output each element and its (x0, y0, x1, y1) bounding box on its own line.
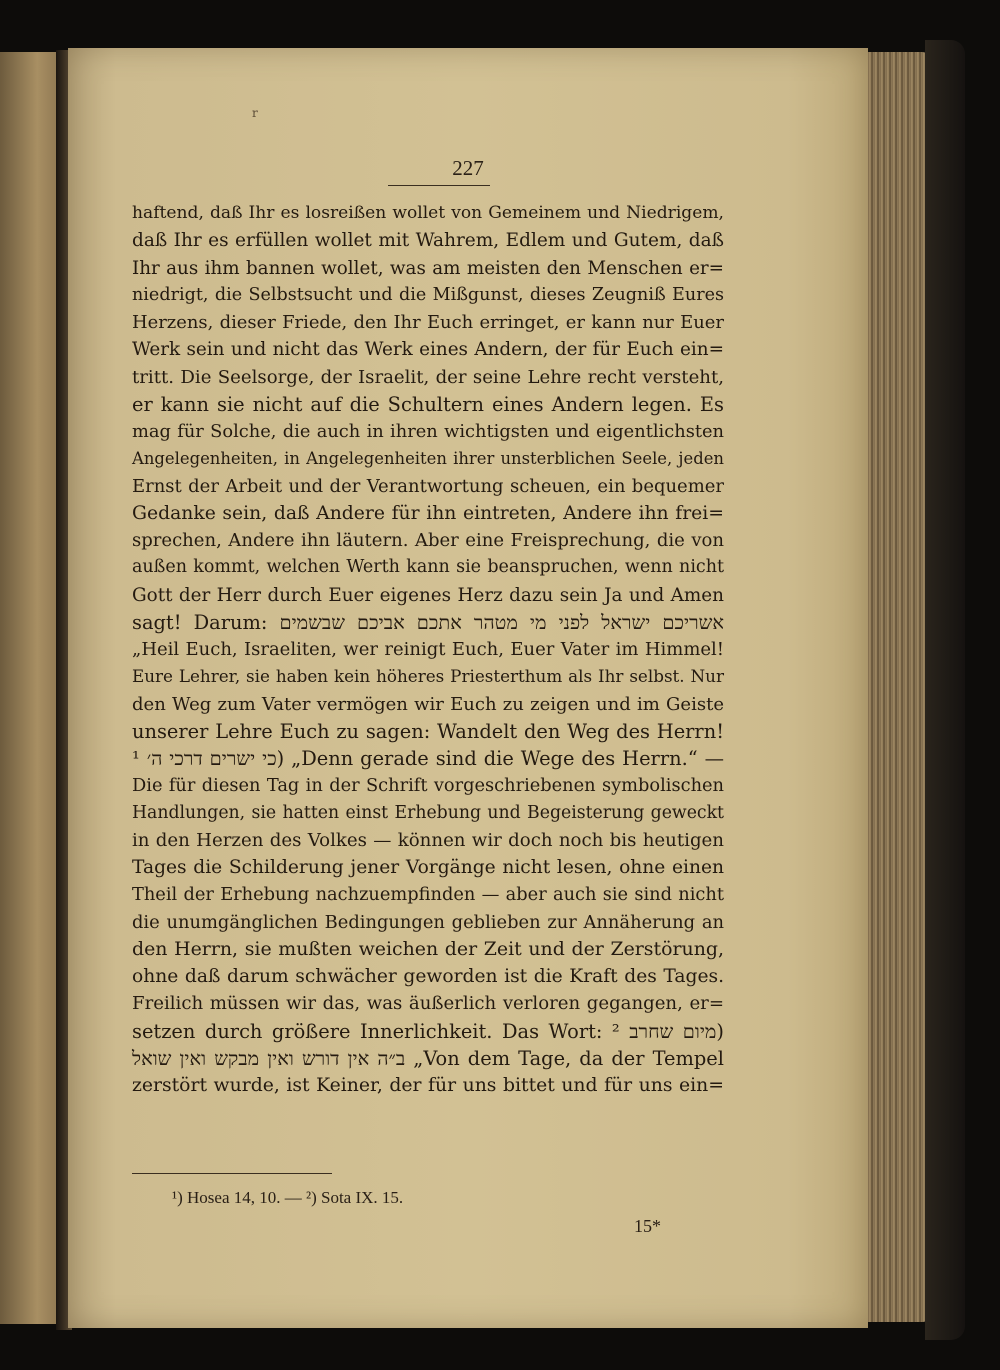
text-line: ohne daß darum schwächer geworden ist die Kraft des Tages. (132, 966, 724, 987)
text-line: Herzens, dieser Friede, den Ihr Euch erringet, er kann nur Euer (132, 312, 724, 333)
body-text (132, 200, 724, 1099)
text-line: Werk sein und nicht das Werk eines Andern, der für Euch ein= (132, 339, 724, 361)
text-line: den Herrn, sie mußten weichen der Zeit und der Zerstörung, (132, 937, 724, 960)
text-line: Angelegenheiten, in Angelegenheiten ihrer unsterblichen Seele, jeden (132, 449, 724, 469)
footnote: ¹) Hosea 14, 10. — ²) Sota IX. 15. (172, 1188, 404, 1207)
page-number: 227 (452, 156, 484, 180)
text-line: die unumgänglichen Bedingungen geblieben zur Annäherung an (132, 911, 724, 933)
pencil-mark: r (252, 106, 258, 120)
text-line: „Heil Euch, Israeliten, wer reinigt Euch, Euer Vater im Himmel! (132, 639, 724, 660)
text-line: haftend, daß Ihr es losreißen wollet von Gemeinem und Niedrigem, (132, 203, 724, 223)
text-line: daß Ihr es erfüllen wollet mit Wahrem, Edlem und Gutem, daß (132, 230, 724, 252)
footnote-rule (132, 1173, 332, 1174)
text-line: Freilich müssen wir das, was äußerlich verloren gegangen, er= (132, 993, 724, 1015)
book-page (68, 48, 868, 1328)
text-line: Gott der Herr durch Euer eigenes Herz dazu sein Ja und Amen (132, 584, 724, 606)
text-line: sagt! Darum: אשריכם ישראל לפני מי מטהר אתכם אביכם שבשמים (132, 610, 724, 634)
text-line: mag für Solche, die auch in ihren wichtigsten und eigentlichsten (132, 421, 724, 442)
text-line: sprechen, Andere ihn läutern. Aber eine Freisprechung, die von (132, 530, 724, 551)
text-line: setzen durch größere Innerlichkeit. Das Wort: מיום שחרב ²) (132, 1019, 724, 1043)
page-stack-edge (862, 52, 932, 1322)
book-cover (925, 40, 965, 1340)
text-line: Eure Lehrer, sie haben kein höheres Priesterthum als Ihr selbst. Nur (132, 666, 724, 687)
text-line: Tages die Schilderung jener Vorgänge nicht lesen, ohne einen (132, 857, 724, 878)
signature-mark: 15* (634, 1216, 661, 1236)
text-line: den Weg zum Vater vermögen wir Euch zu zeigen und im Geiste (132, 693, 724, 715)
text-line: tritt. Die Seelsorge, der Israelit, der seine Lehre recht versteht, (132, 366, 724, 388)
text-line: Handlungen, sie hatten einst Erhebung und Begeisterung geweckt (132, 802, 724, 823)
text-line: Die für diesen Tag in der Schrift vorgeschriebenen symbolischen (132, 775, 724, 797)
left-page-edge (0, 52, 62, 1324)
text-line: Theil der Erhebung nachzuempfinden — aber auch sie sind nicht (132, 884, 724, 906)
text-line: unserer Lehre Euch zu sagen: Wandelt den Weg des Herrn! (132, 719, 724, 743)
text-line: niedrigt, die Selbstsucht und die Mißgunst, dieses Zeugniß Eures (132, 284, 724, 305)
text-line: Gedanke sein, daß Andere für ihn eintreten, Andere ihn frei= (132, 502, 724, 524)
text-line: in den Herzen des Volkes — können wir doch noch bis heutigen (132, 829, 724, 851)
text-line: Ihr aus ihm bannen wollet, was am meisten den Menschen er= (132, 257, 724, 279)
text-line: Ernst der Arbeit und der Verantwortung scheuen, ein bequemer (132, 475, 724, 497)
text-line: ב״ה אין דורש ואין מבקש ואין שואל „Von dem Tage, da der Tempel (132, 1046, 724, 1070)
text-line: außen kommt, welchen Werth kann sie beanspruchen, wenn nicht (132, 557, 724, 578)
text-line: er kann sie nicht auf die Schultern eines Andern legen. Es (132, 392, 724, 416)
page-number-rule (388, 185, 490, 186)
text-line: כי ישרים דרכי ה׳ ¹) „Denn gerade sind die Wege des Herrn.“ — (132, 747, 724, 770)
text-line: zerstört wurde, ist Keiner, der für uns bittet und für uns ein= (132, 1075, 724, 1096)
